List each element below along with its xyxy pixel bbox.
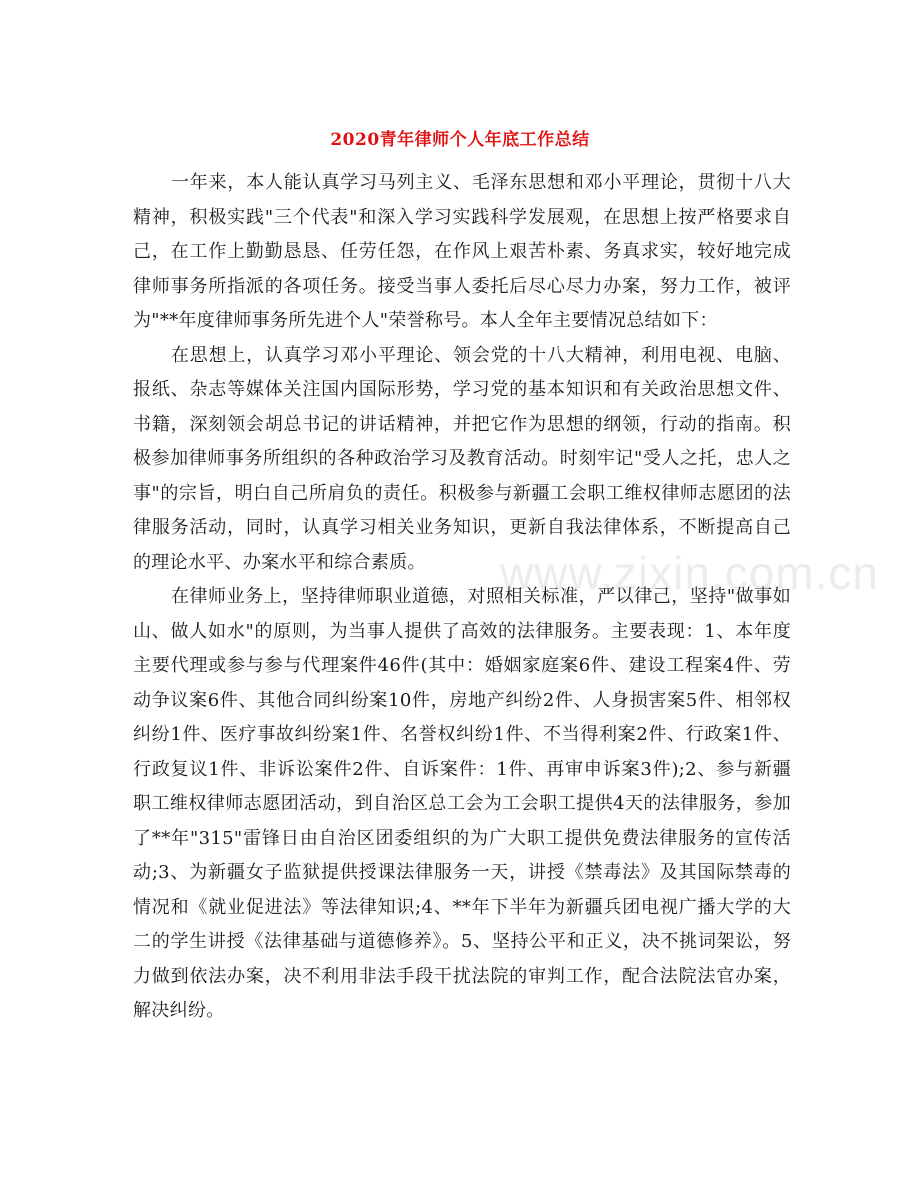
document-title: 2020青年律师个人年底工作总结 bbox=[330, 130, 590, 150]
paragraph-legal-work: 在律师业务上，坚持律师职业道德，对照相关标准，严以律己，坚持"做事如山、做人如水"的原则，为当事人提供了高效的法律服务。主要表现：1、本年度主要代理或参与参与代理案件46件(其中：婚姻家庭案6件、建设工程案4件、劳动争议案6件、其他合同纠纷案10件，房地产纠纷2件、人身损害案5件、相邻权纠纷1件、医疗事故纠纷案1件、名誉权纠纷1件、不当得利案2件、行政案1件、行政复议1件、非诉讼案件2件、自诉案件：1件、再审申诉案3件);2、参与新疆职工维权律师志愿团活动，到自治区总工会为工会职工提供4天的法律服务，参加了**年"315"雷锋日由自治区团委组织的为广大职工提供免费法律服务的宣传活动;3、为新疆女子监狱提供授课法律服务一天，讲授《禁毒法》及其国际禁毒的情况和《就业促进法》等法律知识;4、**年下半年为新疆兵团电视广播大学的大二的学生讲授《法律基础与道德修养》。5、坚持公平和正义，决不挑词架讼，努力做到依法办案，决不利用非法手段干扰法院的审判工作，配合法院法官办案，解决纠纷。 bbox=[133, 586, 791, 1021]
paragraph-intro: 一年来，本人能认真学习马列主义、毛泽东思想和邓小平理论，贯彻十八大精神，积极实践"三个代表"和深入学习实践科学发展观，在思想上按严格要求自己，在工作上勤勤恳恳、任劳任怨，在作风上艰苦朴素、务真求实，较好地完成律师事务所指派的各项任务。接受当事人委托后尽心尽力办案，努力工作，被评为"**年度律师事务所先进个人"荣誉称号。本人全年主要情况总结如下： bbox=[133, 172, 791, 331]
paragraph-ideology: 在思想上，认真学习邓小平理论、领会党的十八大精神，利用电视、电脑、报纸、杂志等媒体关注国内国际形势，学习党的基本知识和有关政治思想文件、书籍，深刻领会胡总书记的讲话精神，并把它作为思想的纲领，行动的指南。积极参加律师事务所组织的各种政治学习及教育活动。时刻牢记"受人之托，忠人之事"的宗旨，明白自己所肩负的责任。积极参与新疆工会职工维权律师志愿团的法律服务活动，同时，认真学习相关业务知识，更新自我法律体系，不断提高自己的理论水平、办案水平和综合素质。 bbox=[133, 344, 791, 573]
watermark: www.zixin.com.cn bbox=[500, 547, 879, 599]
